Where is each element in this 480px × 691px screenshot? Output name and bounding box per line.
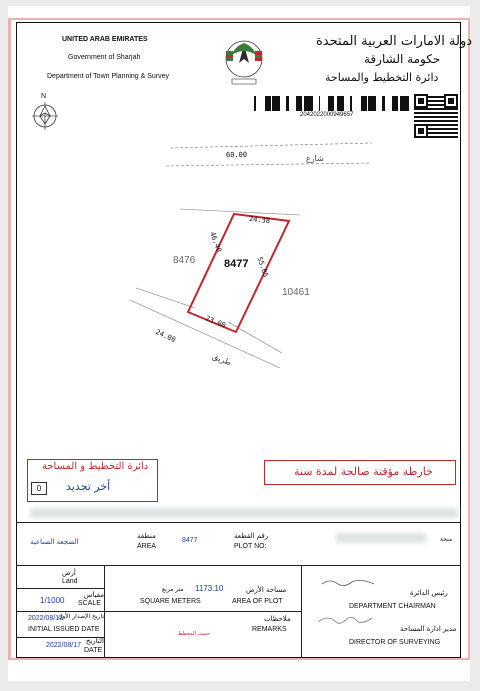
header-gov-ar: حكومة الشارقة bbox=[364, 52, 441, 66]
issue-ar: تاريخ الإصدار الأول bbox=[58, 613, 104, 620]
header-country-ar: دولة الامارات العربية المتحدة bbox=[316, 34, 473, 49]
plot-value: 8477 bbox=[182, 537, 198, 544]
dim-bottom: 23.00 bbox=[204, 314, 227, 330]
area-plot-ar: مساحة الأرض bbox=[246, 586, 287, 594]
top-street-line-1 bbox=[170, 143, 372, 148]
date-ar: التاريخ bbox=[85, 637, 104, 645]
table-rule bbox=[16, 565, 461, 566]
sqm-ar: متر مربع bbox=[162, 586, 184, 593]
neighbor-plot-left: 8476 bbox=[173, 255, 196, 266]
stamp-dept: دائرة التخطيط و المساحة bbox=[42, 461, 149, 472]
plot-number: 8477 bbox=[224, 258, 249, 270]
land-en: Land bbox=[62, 578, 78, 585]
stamp-renewal-label: أخر تجديد bbox=[66, 480, 111, 493]
dim-right: 55.05 bbox=[255, 255, 270, 279]
remarks-ar: ملاحظات bbox=[264, 615, 291, 623]
table-rule bbox=[16, 611, 301, 612]
top-street-line-2 bbox=[166, 163, 370, 166]
top-street-name: شارع bbox=[305, 153, 324, 164]
chairman-signature bbox=[318, 576, 378, 590]
plot-label-en: PLOT NO: bbox=[234, 543, 267, 550]
sqm-en: SQUARE METERS bbox=[140, 598, 201, 605]
header-dept-en: Department of Town Planning & Survey bbox=[47, 73, 170, 80]
remarks-value: حسب المخطط bbox=[178, 631, 210, 637]
stamp-number: 0 bbox=[31, 482, 47, 495]
area-plot-en: AREA OF PLOT bbox=[232, 598, 283, 605]
neighbor-plot-right: 10461 bbox=[282, 287, 310, 298]
table-rule bbox=[16, 522, 461, 523]
scale-ar: مقياس bbox=[83, 591, 104, 599]
temp-map-notice-text: خارطة مؤقتة صالحة لمدة سنة bbox=[294, 465, 433, 478]
north-label: N bbox=[41, 93, 47, 100]
table-rule bbox=[16, 588, 104, 589]
director-ar: مدير ادارة المساحة bbox=[400, 625, 457, 633]
barcode-number: 2042022000949657 bbox=[300, 112, 354, 118]
director-en: DIRECTOR OF SURVEYING bbox=[349, 639, 441, 646]
road-name: طريق bbox=[211, 351, 233, 368]
dim-left: 46.40 bbox=[208, 230, 223, 254]
area-value: الصجعة الصناعية bbox=[30, 538, 79, 546]
scale-value: 1/1000 bbox=[40, 596, 65, 605]
chairman-ar: رئيس الدائرة bbox=[410, 589, 448, 597]
header-gov-en: Government of Sharjah bbox=[68, 54, 141, 61]
issue-en: INITIAL ISSUED DATE bbox=[28, 626, 100, 633]
date-en: DATE bbox=[84, 647, 103, 654]
top-street-width: 60.00 bbox=[225, 150, 248, 160]
director-signature bbox=[316, 614, 376, 628]
date-value: 2022/08/17 bbox=[46, 642, 82, 649]
header-country-en: UNITED ARAB EMIRATES bbox=[62, 36, 148, 43]
table-rule bbox=[301, 565, 302, 658]
issue-value: 2022/08/15 bbox=[28, 615, 64, 622]
chairman-en: DEPARTMENT CHAIRMAN bbox=[349, 603, 436, 610]
dim-top: 24.38 bbox=[248, 214, 271, 226]
scale-en: SCALE bbox=[78, 600, 101, 607]
land-ar: أرض bbox=[62, 569, 76, 577]
area-label-en: AREA bbox=[137, 543, 157, 550]
plot-label-ar: رقم القطعة bbox=[234, 532, 269, 540]
road-edge-line-1 bbox=[136, 288, 195, 308]
redacted-owner bbox=[336, 533, 426, 543]
redacted-strip bbox=[30, 508, 458, 518]
area-label-ar: منطقة bbox=[137, 532, 156, 540]
plot-outline bbox=[188, 214, 289, 332]
road-edge-line-3 bbox=[130, 300, 280, 368]
remarks-en: REMARKS bbox=[252, 626, 287, 633]
area-plot-value: 1173.10 bbox=[195, 584, 224, 593]
road-width: 24.00 bbox=[154, 328, 177, 344]
owner-label-ar: منحة bbox=[440, 536, 453, 543]
header-dept-ar: دائرة التخطيط والمساحة bbox=[325, 71, 439, 84]
table-rule bbox=[104, 565, 105, 658]
